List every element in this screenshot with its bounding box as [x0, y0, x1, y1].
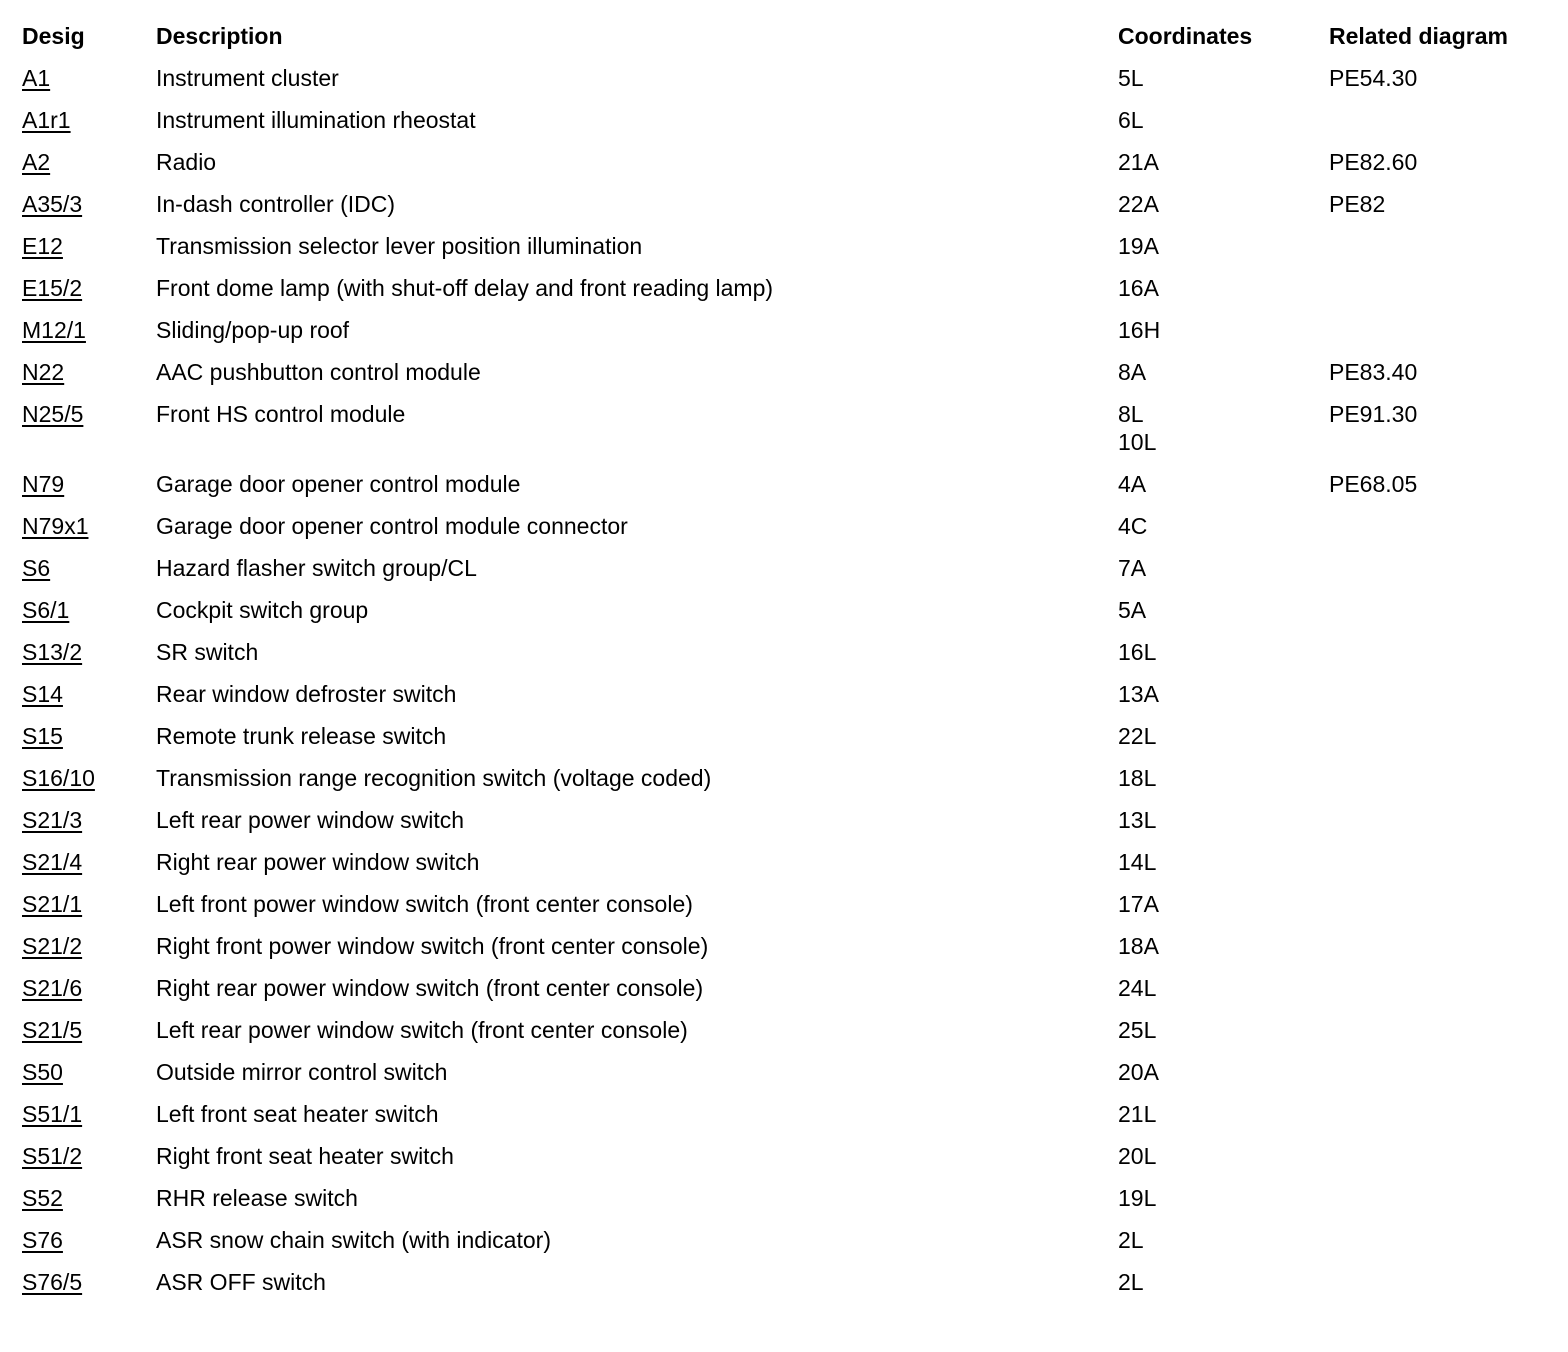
desig-link[interactable]: E12 — [22, 233, 63, 259]
coordinates-cell — [1108, 882, 1319, 924]
desig-link[interactable]: E15/2 — [22, 275, 83, 301]
related-diagram-cell — [1319, 1008, 1542, 1050]
table-row — [12, 1176, 1542, 1218]
desig-link[interactable]: A2 — [22, 149, 51, 175]
coordinates-cell — [1108, 182, 1319, 224]
coordinates-cell — [1108, 756, 1319, 798]
coordinate-value: 20L — [1118, 1143, 1157, 1169]
desig-link[interactable]: M12/1 — [22, 317, 86, 343]
desig-cell — [12, 140, 146, 182]
coordinates-cell — [1108, 1050, 1319, 1092]
desig-link[interactable]: S51/1 — [22, 1101, 83, 1127]
coordinate-value: 18L — [1118, 765, 1157, 791]
table-row — [12, 308, 1542, 350]
related-diagram-cell — [1319, 1134, 1542, 1176]
desig-cell — [12, 1176, 146, 1218]
desig-cell — [12, 714, 146, 756]
table-row — [12, 1092, 1542, 1134]
description-cell: Instrument cluster — [156, 65, 339, 91]
related-diagram-cell — [1319, 1218, 1542, 1260]
coordinates-cell — [1108, 308, 1319, 350]
coordinate-value: 19A — [1118, 233, 1159, 259]
desig-cell — [12, 350, 146, 392]
coordinate-value: 16A — [1118, 275, 1159, 301]
table-row — [12, 182, 1542, 224]
table-row — [12, 392, 1542, 462]
coordinates-cell — [1108, 462, 1319, 504]
coordinate-value: 22L — [1118, 723, 1157, 749]
description-cell: AAC pushbutton control module — [156, 359, 481, 385]
related-diagram-cell — [1319, 966, 1542, 1008]
description-cell: Outside mirror control switch — [156, 1059, 448, 1085]
coordinates-cell — [1108, 924, 1319, 966]
coordinate-value: 19L — [1118, 1185, 1157, 1211]
desig-cell — [12, 1134, 146, 1176]
table-row — [12, 546, 1542, 588]
related-diagram-cell — [1319, 840, 1542, 882]
related-diagram-cell — [1319, 882, 1542, 924]
table-row — [12, 1218, 1542, 1260]
description-cell: Garage door opener control module connector — [156, 513, 628, 539]
desig-cell — [12, 924, 146, 966]
coordinate-value: 24L — [1118, 975, 1157, 1001]
coordinates-cell — [1108, 1008, 1319, 1050]
desig-cell — [12, 1092, 146, 1134]
coordinate-value: 4C — [1118, 513, 1148, 539]
desig-link[interactable]: S21/6 — [22, 975, 83, 1001]
coordinate-value: 4A — [1118, 471, 1147, 497]
description-cell: Instrument illumination rheostat — [156, 107, 476, 133]
related-diagram-cell — [1319, 224, 1542, 266]
coordinates-cell — [1108, 392, 1319, 462]
desig-link[interactable]: S21/2 — [22, 933, 83, 959]
coordinates-cell — [1108, 798, 1319, 840]
coordinates-cell — [1108, 1260, 1319, 1302]
coordinates-cell — [1108, 140, 1319, 182]
desig-link[interactable]: S13/2 — [22, 639, 83, 665]
desig-link[interactable]: S14 — [22, 681, 63, 707]
table-row — [12, 1050, 1542, 1092]
coordinate-value: 22A — [1118, 191, 1159, 217]
coordinate-value: 5L — [1118, 65, 1144, 91]
desig-link[interactable]: S21/3 — [22, 807, 83, 833]
coordinate-value: 16L — [1118, 639, 1157, 665]
desig-cell — [12, 798, 146, 840]
coordinates-cell — [1108, 266, 1319, 308]
related-diagram-cell — [1319, 546, 1542, 588]
coordinates-cell — [1108, 672, 1319, 714]
description-cell: Front HS control module — [156, 401, 406, 427]
coordinates-cell — [1108, 350, 1319, 392]
coordinates-cell — [1108, 630, 1319, 672]
coordinate-value: 13L — [1118, 807, 1157, 833]
coordinates-cell — [1108, 588, 1319, 630]
desig-link[interactable]: N79 — [22, 471, 65, 497]
coordinates-cell — [1108, 1218, 1319, 1260]
description-cell: Right rear power window switch (front center console) — [156, 975, 704, 1001]
desig-cell — [12, 966, 146, 1008]
coordinates-cell — [1108, 714, 1319, 756]
desig-link[interactable]: S15 — [22, 723, 63, 749]
desig-link[interactable]: S6 — [22, 555, 51, 581]
table-row — [12, 266, 1542, 308]
related-diagram-cell: PE54.30 — [1329, 65, 1418, 91]
description-cell: RHR release switch — [156, 1185, 358, 1211]
desig-cell — [12, 672, 146, 714]
table-row — [12, 924, 1542, 966]
coordinate-value: 14L — [1118, 849, 1157, 875]
description-cell: Remote trunk release switch — [156, 723, 447, 749]
table-row — [12, 504, 1542, 546]
description-cell: Left front seat heater switch — [156, 1101, 439, 1127]
description-cell: Transmission range recognition switch (voltage coded) — [156, 765, 712, 791]
desig-link[interactable]: S21/1 — [22, 891, 83, 917]
description-cell: Cockpit switch group — [156, 597, 369, 623]
coordinates-cell — [1108, 840, 1319, 882]
description-cell: Left front power window switch (front center console) — [156, 891, 693, 917]
table-row — [12, 966, 1542, 1008]
description-cell: ASR snow chain switch (with indicator) — [156, 1227, 551, 1253]
related-diagram-cell — [1319, 266, 1542, 308]
related-diagram-cell: PE82.60 — [1329, 149, 1418, 175]
table-row — [12, 1008, 1542, 1050]
desig-link[interactable]: S50 — [22, 1059, 63, 1085]
related-diagram-cell: PE91.30 — [1329, 401, 1418, 427]
coordinate-value: 21A — [1118, 149, 1159, 175]
related-diagram-cell — [1319, 308, 1542, 350]
coordinate-value: 2L — [1118, 1269, 1144, 1295]
column-header-related-diagram: Related diagram — [1329, 23, 1508, 49]
description-cell: SR switch — [156, 639, 259, 665]
description-cell: Left rear power window switch — [156, 807, 465, 833]
related-diagram-cell: PE82 — [1329, 191, 1386, 217]
desig-link[interactable]: A35/3 — [22, 191, 83, 217]
column-header-description: Description — [156, 23, 283, 49]
related-diagram-cell — [1319, 798, 1542, 840]
desig-cell — [12, 546, 146, 588]
desig-link[interactable]: S6/1 — [22, 597, 70, 623]
desig-link[interactable]: N22 — [22, 359, 65, 385]
desig-cell — [12, 756, 146, 798]
coordinates-cell — [1108, 1176, 1319, 1218]
description-cell: Radio — [156, 149, 217, 175]
related-diagram-cell — [1319, 1260, 1542, 1302]
coordinate-value: 21L — [1118, 1101, 1157, 1127]
table-row — [12, 350, 1542, 392]
description-cell: Sliding/pop-up roof — [156, 317, 350, 343]
table-row — [12, 714, 1542, 756]
related-diagram-cell — [1319, 1050, 1542, 1092]
related-diagram-cell: PE68.05 — [1329, 471, 1418, 497]
desig-cell — [12, 882, 146, 924]
desig-cell — [12, 840, 146, 882]
desig-cell — [12, 266, 146, 308]
desig-cell — [12, 224, 146, 266]
table-row — [12, 588, 1542, 630]
coordinate-value: 20A — [1118, 1059, 1159, 1085]
table-row — [12, 882, 1542, 924]
description-cell: ASR OFF switch — [156, 1269, 326, 1295]
table-row — [12, 1134, 1542, 1176]
description-cell: Garage door opener control module — [156, 471, 521, 497]
table-row — [12, 56, 1542, 98]
desig-cell — [12, 1050, 146, 1092]
related-diagram-cell — [1319, 924, 1542, 966]
desig-link[interactable]: A1r1 — [22, 107, 71, 133]
table-row — [12, 756, 1542, 798]
desig-link[interactable]: S76/5 — [22, 1269, 83, 1295]
table-row — [12, 798, 1542, 840]
desig-link[interactable]: S51/2 — [22, 1143, 83, 1169]
description-cell: In-dash controller (IDC) — [156, 191, 396, 217]
desig-cell — [12, 504, 146, 546]
related-diagram-cell — [1319, 630, 1542, 672]
column-header-desig: Desig — [22, 23, 85, 49]
desig-link[interactable]: S21/5 — [22, 1017, 83, 1043]
coordinate-value: 25L — [1118, 1017, 1157, 1043]
desig-link[interactable]: A1 — [22, 65, 51, 91]
coordinate-value: 16H — [1118, 317, 1161, 343]
desig-cell — [12, 1260, 146, 1302]
desig-cell — [12, 1008, 146, 1050]
coordinate-value: 17A — [1118, 891, 1159, 917]
coordinate-value: 8A — [1118, 359, 1147, 385]
description-cell: Right front seat heater switch — [156, 1143, 454, 1169]
table-row — [12, 1260, 1542, 1302]
component-legend-table — [12, 14, 1542, 1302]
coordinate-value: 7A — [1118, 555, 1147, 581]
desig-cell — [12, 56, 146, 98]
description-cell: Right front power window switch (front center console) — [156, 933, 709, 959]
coordinate-value: 10L — [1118, 429, 1157, 455]
related-diagram-cell — [1319, 1092, 1542, 1134]
description-cell: Rear window defroster switch — [156, 681, 457, 707]
column-header-coordinates: Coordinates — [1118, 23, 1253, 49]
desig-cell — [12, 392, 146, 462]
desig-link[interactable]: N79x1 — [22, 513, 89, 539]
related-diagram-cell: PE83.40 — [1329, 359, 1418, 385]
description-cell: Front dome lamp (with shut-off delay and front reading lamp) — [156, 275, 774, 301]
table-row — [12, 98, 1542, 140]
description-cell: Transmission selector lever position illumination — [156, 233, 643, 259]
related-diagram-cell — [1319, 588, 1542, 630]
table-row — [12, 462, 1542, 504]
related-diagram-cell — [1319, 1176, 1542, 1218]
table-row — [12, 840, 1542, 882]
table-row — [12, 630, 1542, 672]
desig-cell — [12, 182, 146, 224]
desig-link[interactable]: S52 — [22, 1185, 63, 1211]
coordinate-value: 2L — [1118, 1227, 1144, 1253]
coordinate-value: 18A — [1118, 933, 1159, 959]
coordinate-value: 8L — [1118, 401, 1144, 427]
desig-link[interactable]: S16/10 — [22, 765, 95, 791]
header-row — [12, 14, 1542, 56]
coordinates-cell — [1108, 504, 1319, 546]
table-row — [12, 224, 1542, 266]
description-cell: Hazard flasher switch group/CL — [156, 555, 477, 581]
table-row — [12, 672, 1542, 714]
desig-cell — [12, 462, 146, 504]
desig-cell — [12, 308, 146, 350]
related-diagram-cell — [1319, 714, 1542, 756]
coordinates-cell — [1108, 98, 1319, 140]
coordinate-value: 6L — [1118, 107, 1144, 133]
coordinates-cell — [1108, 56, 1319, 98]
desig-link[interactable]: S76 — [22, 1227, 63, 1253]
related-diagram-cell — [1319, 98, 1542, 140]
desig-cell — [12, 98, 146, 140]
related-diagram-cell — [1319, 672, 1542, 714]
desig-cell — [12, 1218, 146, 1260]
table-row — [12, 140, 1542, 182]
coordinates-cell — [1108, 224, 1319, 266]
desig-link[interactable]: S21/4 — [22, 849, 83, 875]
desig-cell — [12, 630, 146, 672]
coordinates-cell — [1108, 546, 1319, 588]
desig-link[interactable]: N25/5 — [22, 401, 84, 427]
related-diagram-cell — [1319, 504, 1542, 546]
related-diagram-cell — [1319, 756, 1542, 798]
coordinates-cell — [1108, 1092, 1319, 1134]
desig-cell — [12, 588, 146, 630]
legend-rows — [12, 56, 1542, 1302]
coordinates-cell — [1108, 1134, 1319, 1176]
coordinates-cell — [1108, 966, 1319, 1008]
coordinate-value: 5A — [1118, 597, 1147, 623]
coordinate-value: 13A — [1118, 681, 1159, 707]
description-cell: Right rear power window switch — [156, 849, 480, 875]
description-cell: Left rear power window switch (front center console) — [156, 1017, 688, 1043]
